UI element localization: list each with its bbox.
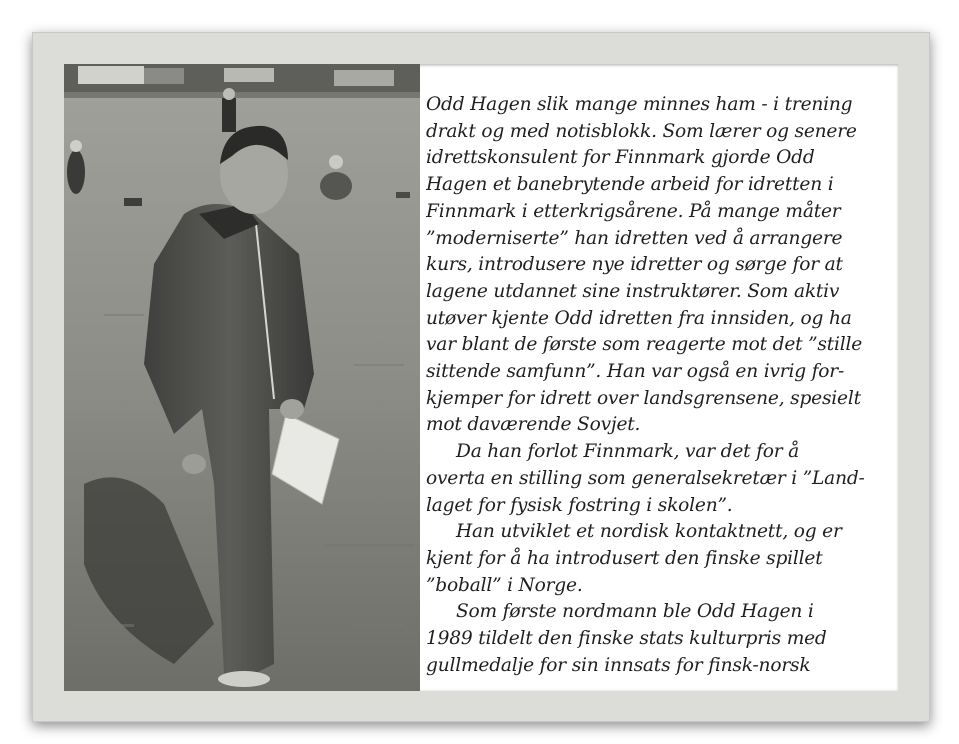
black-and-white-photo <box>64 64 420 691</box>
text-line: ”boball” i Norge. <box>426 574 583 596</box>
text-line: Som første nordmann ble Odd Hagen i <box>456 601 814 623</box>
scanned-page <box>64 64 898 691</box>
text-line: kjemper for idrett over landsgrensene, spesielt <box>426 387 861 409</box>
text-line: lagene utdannet sine instruktører. Som aktiv <box>426 280 840 302</box>
text-line: utøver kjente Odd idretten fra innsiden, og ha <box>426 307 852 329</box>
text-line: ”moderniserte” han idretten ved å arrangere <box>426 227 843 249</box>
text-line: var blant de første som reagerte mot det ”stille <box>426 334 863 356</box>
text-line: kurs, introdusere nye idretter og sørge for at <box>426 254 843 276</box>
text-line: sittende samfunn”. Han var også en ivrig for- <box>426 361 845 383</box>
text-line: Han utviklet et nordisk kontaktnett, og er <box>456 521 842 543</box>
text-line: laget for fysisk fostring i skolen”. <box>426 494 733 516</box>
text-line: 1989 tildelt den finske stats kulturpris med <box>426 628 827 650</box>
text-line: Da han forlot Finnmark, var det for å <box>456 441 800 463</box>
text-line: idrettskonsulent for Finnmark gjorde Odd <box>426 147 815 169</box>
text-line: Finnmark i etterkrigsårene. På mange måter <box>426 200 841 222</box>
text-line: overta en stilling som generalsekretær i ”Land- <box>426 467 865 489</box>
text-line: Hagen et banebrytende arbeid for idretten i <box>426 174 834 196</box>
text-line: gullmedalje for sin innsats for finsk-norsk <box>426 654 811 676</box>
text-line: drakt og med notisblokk. Som lærer og senere <box>426 120 857 142</box>
photo-illustration <box>64 64 420 691</box>
text-line: mot daværende Sovjet. <box>426 414 641 436</box>
text-line: kjent for å ha introdusert den finske spillet <box>426 547 823 569</box>
article-text <box>426 92 898 691</box>
text-line: Odd Hagen slik mange minnes ham - i trening <box>426 94 853 115</box>
